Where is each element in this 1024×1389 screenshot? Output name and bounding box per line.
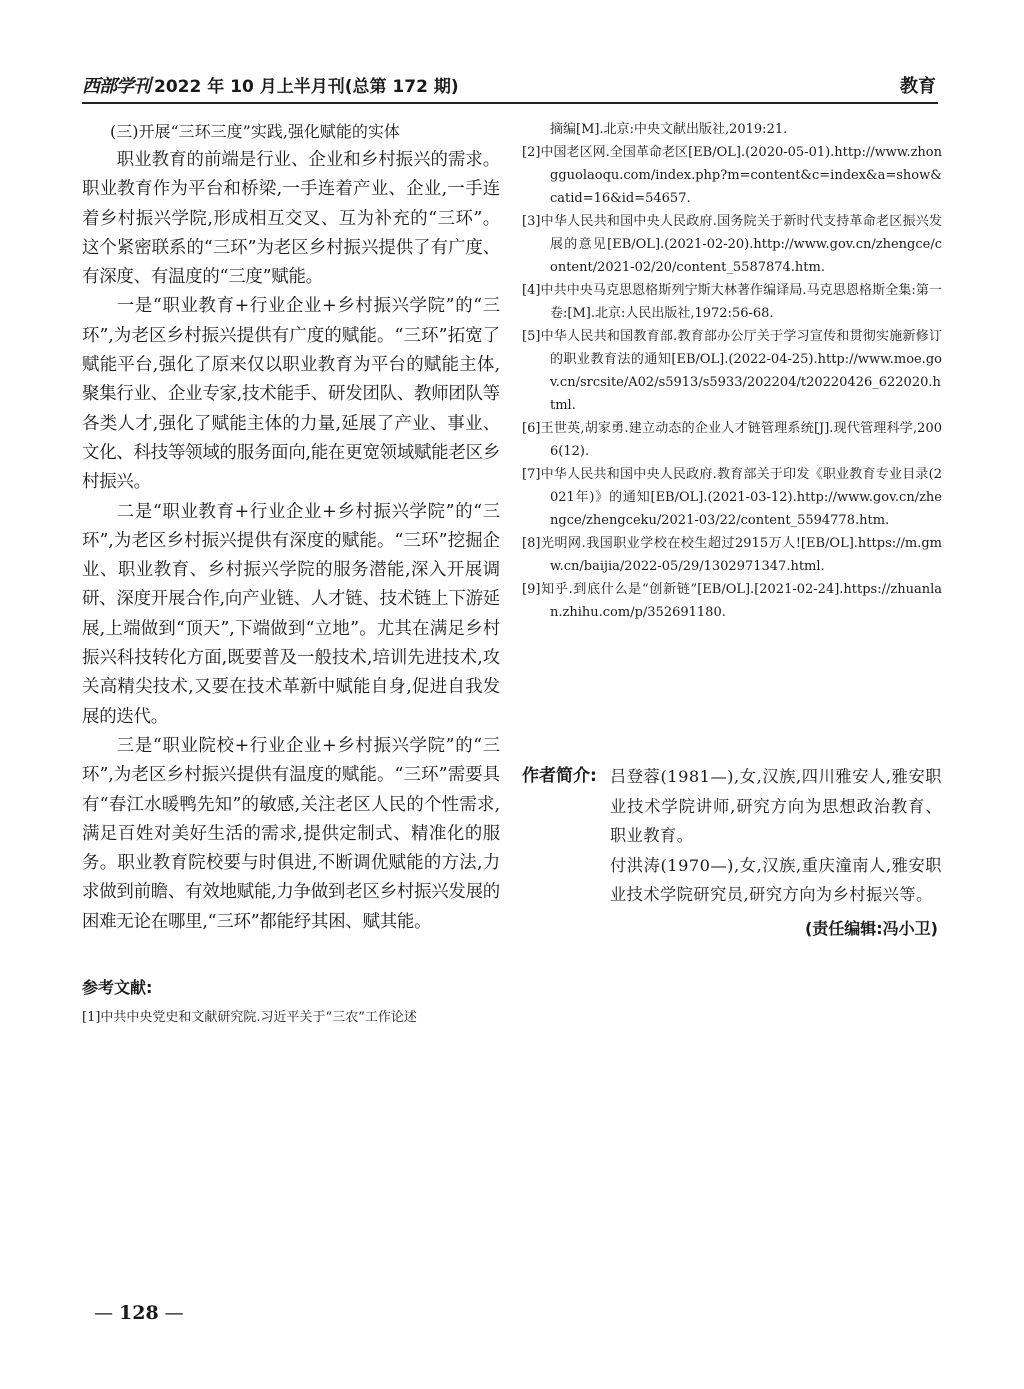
page-dash-left: — xyxy=(94,1302,113,1324)
page-header xyxy=(82,68,938,104)
page-number-value: 128 xyxy=(119,1302,159,1324)
journal-logo: 西部学刊 xyxy=(82,76,150,97)
section-subheading: (三)开展“三环三度”实践,强化赋能的实体 xyxy=(110,122,400,141)
reference-item: [7]中华人民共和国中央人民政府.教育部关于印发《职业教育专业目录(2021年)》的通知[EB/OL].(2021-03-12).http://www.gov.cn/zhengce/zhengceku/2021-03/22/content_5594778.htm. xyxy=(522,467,942,528)
issue-info: 2022 年 10 月上半月刊(总第 172 期) xyxy=(154,77,459,97)
body-paragraph: 二是“职业教育+行业企业+乡村振兴学院”的“三环”,为老区乡村振兴提供有深度的赋能。“三环”挖掘企业、职业教育、乡村振兴学院的服务潜能,深入开展调研、深度开展合作,向产业链、人才链、技术链上下游延展,上端做到“顶天”,下端做到“立地”。尤其在满足乡村振兴科技转化方面,既要普及一般技术,培训先进技术,攻关高精尖技术,又要在技术革新中赋能自身,促进自我发展的迭代。 xyxy=(82,501,500,727)
page-dash-right: — xyxy=(164,1302,184,1324)
page-number xyxy=(88,1302,190,1324)
reference-item: [2]中国老区网.全国革命老区[EB/OL].(2020-05-01).http://www.zhongguolaoqu.com/index.php?m=content&c=index&a=show&catid=16&id=54657. xyxy=(522,145,942,206)
journal-masthead xyxy=(82,72,459,98)
body-paragraph: 三是“职业院校+行业企业+乡村振兴学院”的“三环”,为老区乡村振兴提供有温度的赋能。“三环”需要具有“春江水暖鸭先知”的敏感,关注老区人民的个性需求,满足百姓对美好生活的需求,提供定制式、精准化的服务。职业教育院校要与时俱进,不断调优赋能的方法,力求做到前瞻、有效地赋能,力争做到老区乡村振兴发展的困难无论在哪里,“三环”都能纾其困、赋其能。 xyxy=(82,735,500,932)
reference-item: [9]知乎.到底什么是“创新链”[EB/OL].[2021-02-24].https://zhuanlan.zhihu.com/p/352691180. xyxy=(522,582,942,620)
reference-item: [3]中华人民共和国中央人民政府.国务院关于新时代支持革命老区振兴发展的意见[EB/OL].(2021-02-20).http://www.gov.cn/zhengce/content/2021-02/20/content_5587874.htm. xyxy=(522,214,942,275)
reference-item: [5]中华人民共和国教育部.教育部办公厅关于学习宣传和贯彻实施新修订的职业教育法的通知[EB/OL].(2022-04-25).http://www.moe.gov.cn/srcsite/A02/s5913/s5933/202204/t20220426_622020.html. xyxy=(522,329,942,413)
responsible-editor: (责任编辑:冯小卫) xyxy=(804,918,938,938)
author-bio xyxy=(522,762,942,939)
right-column xyxy=(522,118,942,624)
reference-item: [4]中共中央马克思恩格斯列宁斯大林著作编译局.马克思恩格斯全集:第一卷:[M].北京:人民出版社,1972:56-68. xyxy=(522,283,942,321)
body-paragraph: 职业教育的前端是行业、企业和乡村振兴的需求。职业教育作为平台和桥梁,一手连着产业、企业,一手连着乡村振兴学院,形成相互交叉、互为补充的“三环”。这个紧密联系的“三环”为老区乡村振兴提供了有广度、有深度、有温度的“三度”赋能。 xyxy=(82,150,500,288)
author-entry: 吕登蓉(1981—),女,汉族,四川雅安人,雅安职业技术学院讲师,研究方向为思想政治教育、职业教育。 xyxy=(610,767,942,845)
author-bio-label: 作者简介: xyxy=(522,766,597,786)
reference-item: [1]中共中央党史和文献研究院.习近平关于“三农”工作论述 xyxy=(82,1010,417,1026)
left-column xyxy=(82,118,500,1029)
section-name: 教育 xyxy=(900,76,936,97)
body-paragraph: 一是“职业教育+行业企业+乡村振兴学院”的“三环”,为老区乡村振兴提供有广度的赋能。“三环”拓宽了赋能平台,强化了原来仅以职业教育为平台的赋能主体,聚集行业、企业专家,技术能手、研发团队、教师团队等各类人才,强化了赋能主体的力量,延展了产业、事业、文化、科技等领域的服务面向,能在更宽领域赋能老区乡村振兴。 xyxy=(82,296,500,493)
reference-item-continued: 摘编[M].北京:中央文献出版社,2019:21. xyxy=(550,122,788,137)
references-title: 参考文献: xyxy=(82,978,153,998)
reference-item: [6]王世英,胡家勇.建立动态的企业人才链管理系统[J].现代管理科学,2006(12). xyxy=(522,421,942,459)
reference-item: [8]光明网.我国职业学校在校生超过2915万人![EB/OL].https://m.gmw.cn/baijia/2022-05/29/1302971347.html. xyxy=(522,536,942,574)
author-entry: 付洪涛(1970—),女,汉族,重庆潼南人,雅安职业技术学院研究员,研究方向为乡村振兴等。 xyxy=(610,855,942,904)
